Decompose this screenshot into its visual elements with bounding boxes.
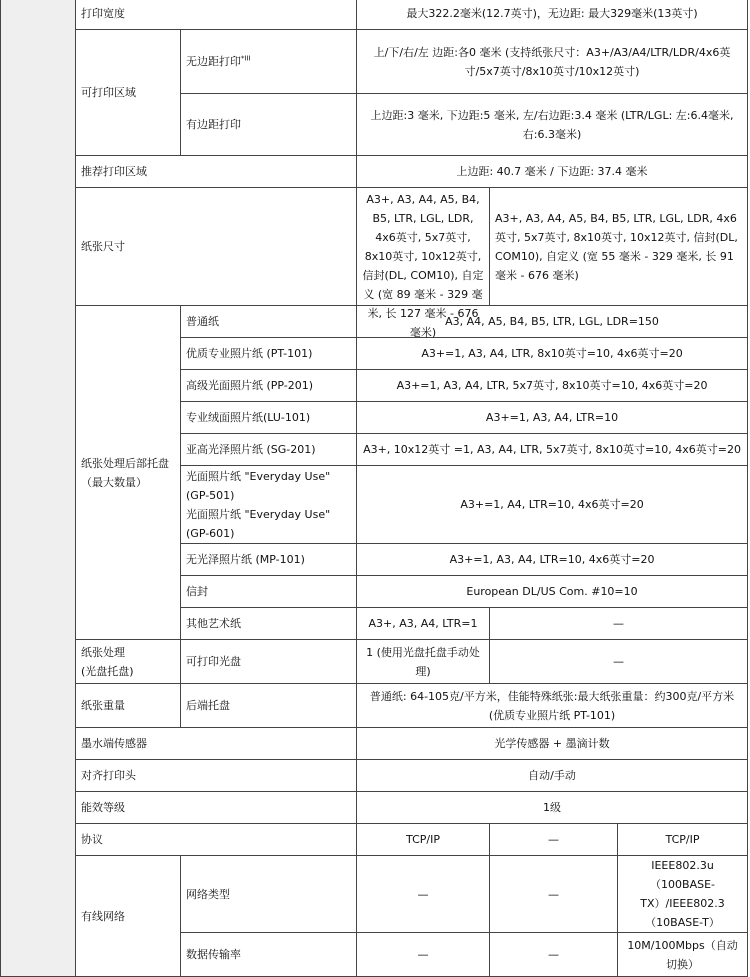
row-label-rear-tray: 纸张处理后部托盘（最大数量） xyxy=(76,306,181,640)
tray-row-name: 无光泽照片纸 (MP-101) xyxy=(181,544,357,576)
tray-row-value-right: — xyxy=(490,608,748,640)
sub-label-network-type: 网络类型 xyxy=(181,856,357,933)
row-label-head-alignment: 对齐打印头 xyxy=(76,760,357,792)
rate-value-3: 10M/100Mbps（自动切换） xyxy=(618,933,748,977)
row-label-paper-weight: 纸张重量 xyxy=(76,684,181,728)
row-label-paper-size: 纸张尺寸 xyxy=(76,188,357,306)
protocol-value-2: — xyxy=(490,824,618,856)
row-label-print-width: 打印宽度 xyxy=(76,0,357,30)
tray-row-value-left: A3+, A3, A4, LTR=1 xyxy=(357,608,490,640)
sub-label-bordered: 有边距打印 xyxy=(181,94,357,156)
row-label-energy-grade: 能效等级 xyxy=(76,792,357,824)
disc-tray-name: 可打印光盘 xyxy=(181,640,357,684)
rate-value-2: — xyxy=(490,933,618,977)
disc-tray-value-left: 1 (使用光盘托盘手动处理) xyxy=(357,640,490,684)
footnote-mark: *III xyxy=(241,54,251,63)
value-bordered: 上边距:3 毫米, 下边距:5 毫米, 左/右边距:3.4 毫米 (LTR/LGL: 左:6.4毫米, 右:6.3毫米) xyxy=(357,94,748,156)
tray-row-value: A3+=1, A4, LTR=10, 4x6英寸=20 xyxy=(357,466,748,544)
tray-row-name: 高级光面照片纸 (PP-201) xyxy=(181,370,357,402)
value-borderless: 上/下/右/左 边距:各0 毫米 (支持纸张尺寸：A3+/A3/A4/LTR/LDR/4x6英寸/5x7英寸/8x10英寸/10x12英寸) xyxy=(357,30,748,94)
side-column-print xyxy=(1,0,76,977)
tray-row-value: A3+=1, A3, A4, LTR=10, 4x6英寸=20 xyxy=(357,544,748,576)
row-label-ink-sensor: 墨水端传感器 xyxy=(76,728,357,760)
network-type-value-3: IEEE802.3u（100BASE-TX）/IEEE802.3（10BASE-T） xyxy=(618,856,748,933)
value-print-width: 最大322.2毫米(12.7英寸)，无边距: 最大329毫米(13英寸) xyxy=(357,0,748,30)
paper-weight-name: 后端托盘 xyxy=(181,684,357,728)
protocol-value-3: TCP/IP xyxy=(618,824,748,856)
network-type-value-2: — xyxy=(490,856,618,933)
sub-label-transfer-rate: 数据传输率 xyxy=(181,933,357,977)
disc-tray-value-right: — xyxy=(490,640,748,684)
value-energy-grade: 1级 xyxy=(357,792,748,824)
protocol-value-1: TCP/IP xyxy=(357,824,490,856)
row-label-wired-network: 有线网络 xyxy=(76,856,181,977)
row-label-protocol: 协议 xyxy=(76,824,357,856)
network-type-value-1: — xyxy=(357,856,490,933)
tray-row-name: 信封 xyxy=(181,576,357,608)
tray-row-name: 亚高光泽照片纸 (SG-201) xyxy=(181,434,357,466)
rate-value-1: — xyxy=(357,933,490,977)
sub-label-borderless: 无边距打印$^{*III}$ xyxy=(181,30,357,94)
value-recommended-area: 上边距: 40.7 毫米 / 下边距: 37.4 毫米 xyxy=(357,156,748,188)
paper-weight-value: 普通纸: 64-105克/平方米，佳能特殊纸张:最大纸张重量：约300克/平方米 (优质专业照片纸 PT-101) xyxy=(357,684,748,728)
tray-row-value: A3+=1, A3, A4, LTR, 5x7英寸, 8x10英寸=10, 4x6英寸=20 xyxy=(357,370,748,402)
tray-row-name: 其他艺术纸 xyxy=(181,608,357,640)
value-ink-sensor: 光学传感器 + 墨滴计数 xyxy=(357,728,748,760)
tray-row-value: A3, A4, A5, B4, B5, LTR, LGL, LDR=150 xyxy=(357,306,748,338)
tray-row-name: 优质专业照片纸 (PT-101) xyxy=(181,338,357,370)
tray-row-value: European DL/US Com. #10=10 xyxy=(357,576,748,608)
row-label-printable-area: 可打印区域 xyxy=(76,30,181,156)
tray-row-name: 光面照片纸 "Everyday Use" (GP-501) 光面照片纸 "Everyday Use" (GP-601) xyxy=(181,466,357,544)
row-label-disc-tray: 纸张处理 (光盘托盘) xyxy=(76,640,181,684)
tray-row-value: A3+=1, A3, A4, LTR=10 xyxy=(357,402,748,434)
value-paper-size-left: A3+, A3, A4, A5, B4, B5, LTR, LGL, LDR, 4x6英寸, 5x7英寸, 8x10英寸, 10x12英寸, 信封(DL, COM10), 自定义 (宽 89 毫米 - 329 毫米, 长 127 毫米 - 676 毫米) xyxy=(357,188,490,306)
value-head-alignment: 自动/手动 xyxy=(357,760,748,792)
tray-row-value: A3+, 10x12英寸 =1, A3, A4, LTR, 5x7英寸, 8x10英寸=10, 4x6英寸=20 xyxy=(357,434,748,466)
tray-row-name: 专业绒面照片纸(LU-101) xyxy=(181,402,357,434)
tray-row-name: 普通纸 xyxy=(181,306,357,338)
row-label-recommended-area: 推荐打印区域 xyxy=(76,156,357,188)
value-paper-size-right: A3+, A3, A4, A5, B4, B5, LTR, LGL, LDR, 4x6英寸, 5x7英寸, 8x10英寸, 10x12英寸, 信封(DL, COM10), 自定义 (宽 55 毫米 - 329 毫米, 长 91 毫米 - 676 毫米) xyxy=(490,188,748,306)
tray-row-value: A3+=1, A3, A4, LTR, 8x10英寸=10, 4x6英寸=20 xyxy=(357,338,748,370)
